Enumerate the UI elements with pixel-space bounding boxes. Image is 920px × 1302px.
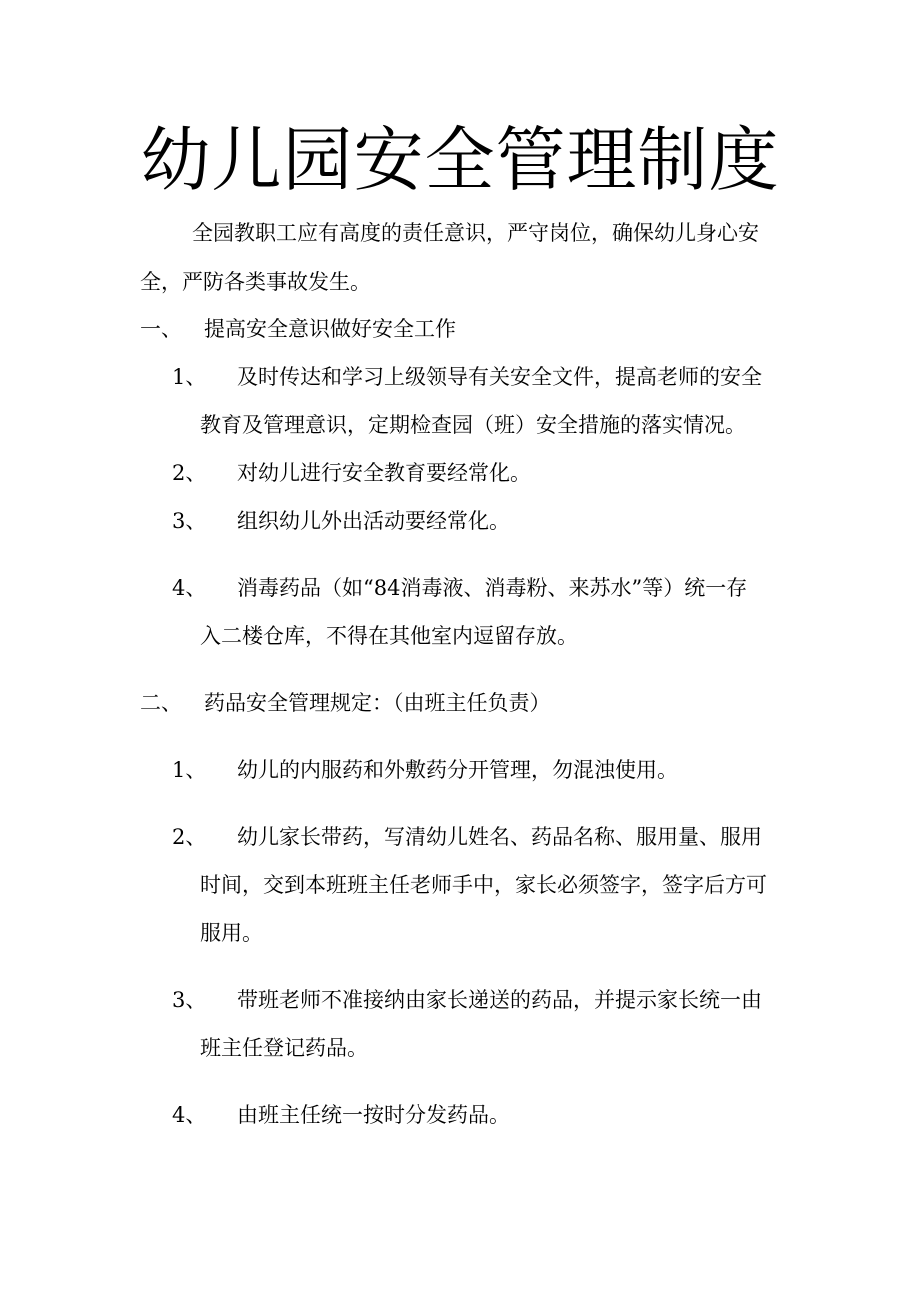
section-2-item-1-number: 1、: [172, 758, 207, 782]
document-title: 幼儿园安全管理制度: [140, 119, 780, 201]
section-2-item-2-line-1: 幼儿家长带药，写清幼儿姓名、药品名称、服用量、服用: [237, 825, 762, 849]
section-1-item-4-line-2: 入二楼仓库，不得在其他室内逗留存放。: [200, 624, 578, 648]
section-1-item-1-line-2: 教育及管理意识，定期检查园（班）安全措施的落实情况。: [200, 413, 746, 437]
section-2-item-4-line-1: 由班主任统一按时分发药品。: [237, 1103, 510, 1127]
section-2-item-3-line-1: 带班老师不准接纳由家长递送的药品，并提示家长统一由: [237, 988, 762, 1012]
section-1-heading: 提高安全意识做好安全工作: [204, 317, 456, 341]
section-2-heading: 药品安全管理规定：（由班主任负责）: [204, 691, 551, 715]
section-2-item-2-number: 2、: [172, 825, 207, 849]
section-1-item-2-line-1: 对幼儿进行安全教育要经常化。: [237, 461, 531, 485]
section-1-number: 一、: [140, 317, 182, 341]
section-2-item-2-line-3: 服用。: [200, 921, 263, 945]
section-1-item-3-line-1: 组织幼儿外出活动要经常化。: [237, 509, 510, 533]
section-1-item-3-number: 3、: [172, 509, 207, 533]
section-2-number: 二、: [140, 691, 182, 715]
section-2-item-4-number: 4、: [172, 1103, 207, 1127]
section-1-item-1-number: 1、: [172, 365, 207, 389]
section-2-item-3-number: 3、: [172, 988, 207, 1012]
section-2-item-1-line-1: 幼儿的内服药和外敷药分开管理，勿混浊使用。: [237, 758, 678, 782]
section-1-item-1-line-1: 及时传达和学习上级领导有关安全文件，提高老师的安全: [237, 365, 762, 389]
section-1-item-2-number: 2、: [172, 461, 207, 485]
intro-line-1: 全园教职工应有高度的责任意识，严守岗位，确保幼儿身心安: [192, 221, 759, 245]
section-1-item-4-line-1: 消毒药品（如“84消毒液、消毒粉、来苏水”等）统一存: [237, 576, 748, 600]
intro-line-2: 全，严防各类事故发生。: [140, 270, 371, 294]
section-2-item-3-line-2: 班主任登记药品。: [200, 1036, 368, 1060]
section-1-item-4-number: 4、: [172, 576, 207, 600]
section-2-item-2-line-2: 时间，交到本班班主任老师手中，家长必须签字，签字后方可: [200, 873, 767, 897]
